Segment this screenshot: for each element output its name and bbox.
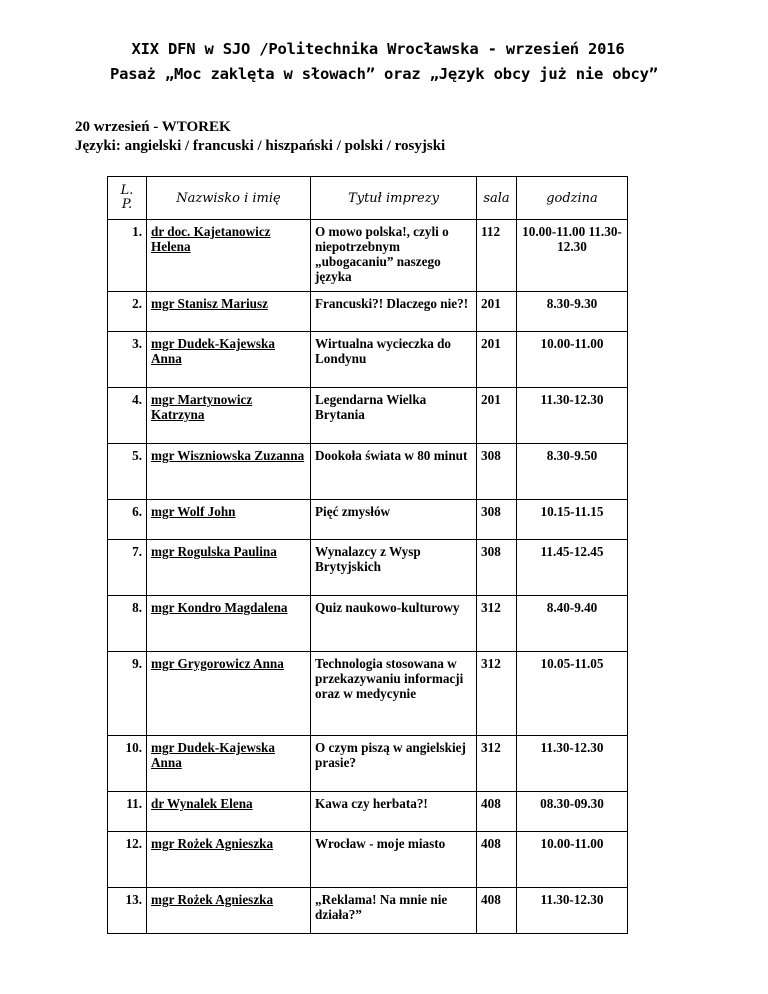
row-name: dr Wynalek Elena xyxy=(147,792,311,832)
row-room: 201 xyxy=(477,388,517,444)
row-time: 10.00-11.00 xyxy=(517,332,628,388)
row-time: 8.30-9.50 xyxy=(517,444,628,500)
header-name: Nazwisko i imię xyxy=(147,177,311,220)
row-room: 308 xyxy=(477,540,517,596)
table-row xyxy=(108,736,628,792)
row-time: 10.15-11.15 xyxy=(517,500,628,540)
row-title: Quiz naukowo-kulturowy xyxy=(311,596,477,652)
table-row xyxy=(108,444,628,500)
day-heading: 20 wrzesień - WTOREK xyxy=(75,119,231,135)
row-title: Wynalazcy z Wysp Brytyjskich xyxy=(311,540,477,596)
row-time: 08.30-09.30 xyxy=(517,792,628,832)
row-room: 408 xyxy=(477,832,517,888)
header-lp: L. P. xyxy=(108,177,147,220)
row-name: mgr Wolf John xyxy=(147,500,311,540)
document-title: XIX DFN w SJO /Politechnika Wrocławska - wrzesień 2016 xyxy=(131,40,625,58)
table-row xyxy=(108,388,628,444)
row-time: 11.30-12.30 xyxy=(517,388,628,444)
table-row xyxy=(108,596,628,652)
row-number: 5. xyxy=(108,444,147,500)
row-room: 312 xyxy=(477,652,517,736)
row-number: 6. xyxy=(108,500,147,540)
table-row xyxy=(108,500,628,540)
row-room: 312 xyxy=(477,596,517,652)
row-room: 112 xyxy=(477,220,517,292)
row-time: 8.30-9.30 xyxy=(517,292,628,332)
row-title: „Reklama! Na mnie nie działa?” xyxy=(311,888,477,934)
document-subtitle: Pasaż „Moc zaklęta w słowach” oraz „Język obcy już nie obcy” xyxy=(110,65,658,83)
row-time: 11.45-12.45 xyxy=(517,540,628,596)
row-name: mgr Wiszniowska Zuzanna xyxy=(147,444,311,500)
table-row xyxy=(108,220,628,292)
row-title: O mowo polska!, czyli o niepotrzebnym „ubogacaniu” naszego języka xyxy=(311,220,477,292)
row-name: mgr Stanisz Mariusz xyxy=(147,292,311,332)
row-title: Legendarna Wielka Brytania xyxy=(311,388,477,444)
table-row xyxy=(108,292,628,332)
row-name: mgr Martynowicz Katrzyna xyxy=(147,388,311,444)
row-number: 8. xyxy=(108,596,147,652)
row-number: 12. xyxy=(108,832,147,888)
row-number: 3. xyxy=(108,332,147,388)
row-number: 2. xyxy=(108,292,147,332)
row-title: Francuski?! Dlaczego nie?! xyxy=(311,292,477,332)
row-room: 308 xyxy=(477,444,517,500)
row-time: 10.00-11.00 11.30-12.30 xyxy=(517,220,628,292)
table-row xyxy=(108,540,628,596)
table-row xyxy=(108,652,628,736)
header-time: godzina xyxy=(517,177,628,220)
row-number: 7. xyxy=(108,540,147,596)
row-name: mgr Rogulska Paulina xyxy=(147,540,311,596)
row-title: O czym piszą w angielskiej prasie? xyxy=(311,736,477,792)
table-row xyxy=(108,332,628,388)
row-title: Wrocław - moje miasto xyxy=(311,832,477,888)
table-row xyxy=(108,832,628,888)
row-number: 1. xyxy=(108,220,147,292)
table-header-row xyxy=(108,177,628,220)
table-row xyxy=(108,792,628,832)
row-name: mgr Rożek Agnieszka xyxy=(147,888,311,934)
row-room: 408 xyxy=(477,792,517,832)
row-room: 201 xyxy=(477,332,517,388)
row-name: mgr Grygorowicz Anna xyxy=(147,652,311,736)
row-room: 201 xyxy=(477,292,517,332)
row-time: 10.05-11.05 xyxy=(517,652,628,736)
row-room: 308 xyxy=(477,500,517,540)
row-name: dr doc. Kajetanowicz Helena xyxy=(147,220,311,292)
row-title: Technologia stosowana w przekazywaniu informacji oraz w medycynie xyxy=(311,652,477,736)
row-number: 4. xyxy=(108,388,147,444)
schedule-table xyxy=(107,176,628,934)
languages-heading: Języki: angielski / francuski / hiszpański / polski / rosyjski xyxy=(75,138,446,154)
row-time: 11.30-12.30 xyxy=(517,736,628,792)
row-room: 312 xyxy=(477,736,517,792)
row-name: mgr Rożek Agnieszka xyxy=(147,832,311,888)
row-number: 10. xyxy=(108,736,147,792)
row-number: 11. xyxy=(108,792,147,832)
row-title: Dookoła świata w 80 minut xyxy=(311,444,477,500)
row-name: mgr Dudek-Kajewska Anna xyxy=(147,736,311,792)
row-number: 13. xyxy=(108,888,147,934)
row-title: Pięć zmysłów xyxy=(311,500,477,540)
header-room: sala xyxy=(477,177,517,220)
row-title: Kawa czy herbata?! xyxy=(311,792,477,832)
row-room: 408 xyxy=(477,888,517,934)
row-time: 10.00-11.00 xyxy=(517,832,628,888)
row-time: 11.30-12.30 xyxy=(517,888,628,934)
table-row xyxy=(108,888,628,934)
row-name: mgr Kondro Magdalena xyxy=(147,596,311,652)
header-title: Tytuł imprezy xyxy=(311,177,477,220)
row-time: 8.40-9.40 xyxy=(517,596,628,652)
row-name: mgr Dudek-Kajewska Anna xyxy=(147,332,311,388)
row-number: 9. xyxy=(108,652,147,736)
row-title: Wirtualna wycieczka do Londynu xyxy=(311,332,477,388)
